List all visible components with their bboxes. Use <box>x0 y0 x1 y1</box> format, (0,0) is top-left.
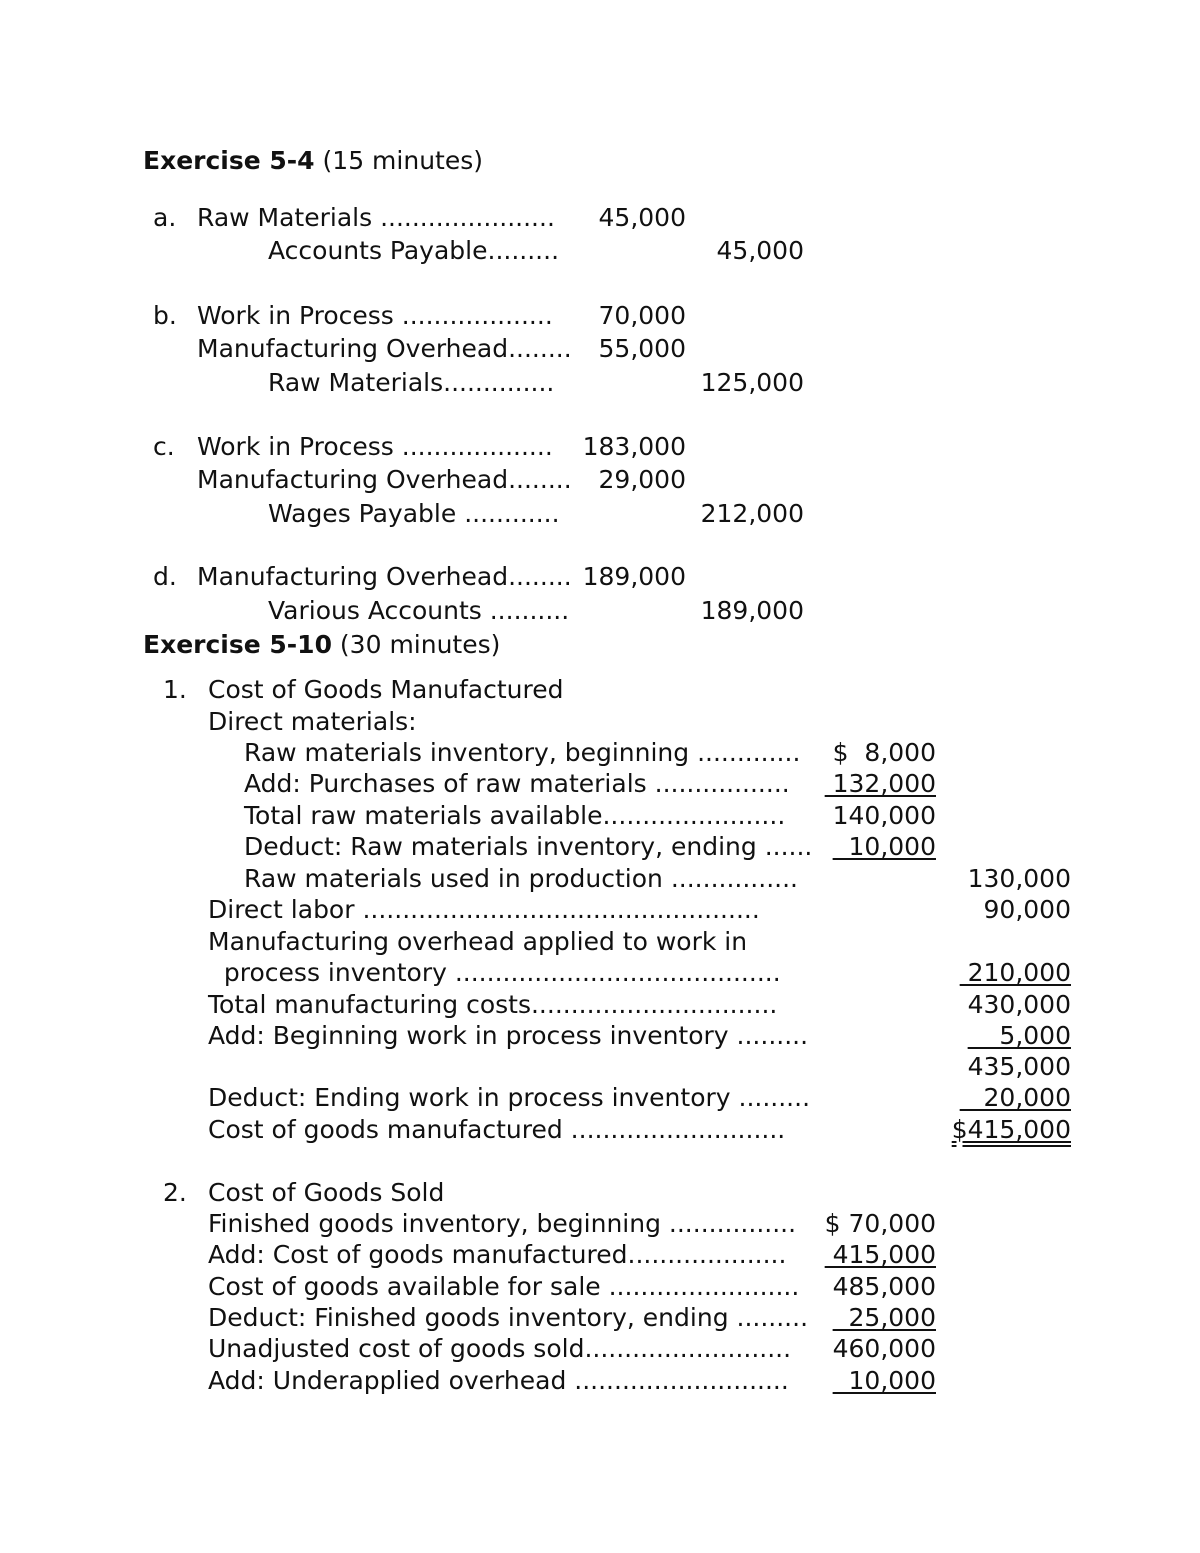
total-rm-amount: 140,000 <box>832 801 936 830</box>
end-wip-label: Deduct: Ending work in process inventory ......... <box>208 1083 811 1112</box>
rm-begin-amount: $ 8,000 <box>832 738 936 767</box>
exercise-5-10-duration: (30 minutes) <box>331 630 501 659</box>
entry-c-debit-account-2: Manufacturing Overhead........ <box>197 465 572 494</box>
exercise-5-4-duration: (15 minutes) <box>314 146 484 175</box>
entry-b-debit-amount-2: 55,000 <box>598 334 686 363</box>
subtotal-amount: 435,000 <box>967 1052 1071 1081</box>
fg-end-amount: 25,000 <box>832 1303 936 1332</box>
begin-wip-label: Add: Beginning work in process inventory ......... <box>208 1021 809 1050</box>
entry-a-credit-account: Accounts Payable......... <box>268 236 560 265</box>
entry-d-credit-amount: 189,000 <box>700 596 804 625</box>
exercise-5-4-title: Exercise 5-4 <box>143 146 315 175</box>
purchases-amount: 132,000 <box>824 769 936 798</box>
entry-b-debit-amount-1: 70,000 <box>598 301 686 330</box>
exercise-5-10-heading <box>143 630 500 660</box>
total-mfg-amount: 430,000 <box>967 990 1071 1019</box>
rm-used-label: Raw materials used in production ................ <box>244 864 798 893</box>
entry-b-credit-account: Raw Materials.............. <box>268 368 555 397</box>
entry-a-debit-amount: 45,000 <box>598 203 686 232</box>
entry-d-debit-account: Manufacturing Overhead........ <box>197 562 572 591</box>
total-mfg-label: Total manufacturing costs............................... <box>208 990 778 1019</box>
cogm-label: Cost of goods manufactured ........................... <box>208 1115 786 1144</box>
unadjusted-cogs-amount: 460,000 <box>832 1334 936 1363</box>
rm-end-amount: 10,000 <box>832 832 936 861</box>
entry-a-debit-account: Raw Materials ...................... <box>197 203 555 232</box>
part-2-number: 2. <box>163 1178 187 1207</box>
underapplied-label: Add: Underapplied overhead ........................... <box>208 1366 789 1395</box>
direct-materials-label: Direct materials: <box>208 707 417 736</box>
exercise-5-4-heading <box>143 146 483 176</box>
entry-c-debit-amount-2: 29,000 <box>598 465 686 494</box>
entry-a-credit-amount: 45,000 <box>716 236 804 265</box>
rm-used-amount: 130,000 <box>967 864 1071 893</box>
entry-b-debit-account-1: Work in Process ................... <box>197 301 553 330</box>
part-2-title: Cost of Goods Sold <box>208 1178 445 1207</box>
entry-c-letter: c. <box>153 432 175 461</box>
part-1-title: Cost of Goods Manufactured <box>208 675 564 704</box>
direct-labor-label: Direct labor .................................................. <box>208 895 760 924</box>
add-cogm-amount: 415,000 <box>824 1240 936 1269</box>
entry-d-letter: d. <box>153 562 177 591</box>
add-cogm-label: Add: Cost of goods manufactured.................... <box>208 1240 787 1269</box>
end-wip-amount: 20,000 <box>959 1083 1071 1112</box>
rm-begin-label: Raw materials inventory, beginning ............. <box>244 738 801 767</box>
entry-c-credit-amount: 212,000 <box>700 499 804 528</box>
entry-b-letter: b. <box>153 301 177 330</box>
moh-amount: 210,000 <box>959 958 1071 987</box>
entry-b-credit-amount: 125,000 <box>700 368 804 397</box>
begin-wip-amount: 5,000 <box>967 1021 1071 1050</box>
entry-c-debit-amount-1: 183,000 <box>582 432 686 461</box>
cogas-label: Cost of goods available for sale ........................ <box>208 1272 800 1301</box>
total-rm-label: Total raw materials available....................... <box>244 801 786 830</box>
fg-end-label: Deduct: Finished goods inventory, ending ......... <box>208 1303 809 1332</box>
entry-a-letter: a. <box>153 203 177 232</box>
fg-begin-label: Finished goods inventory, beginning ................ <box>208 1209 797 1238</box>
moh-label-line-2: process inventory ......................................... <box>208 958 781 987</box>
entry-d-credit-account: Various Accounts .......... <box>268 596 570 625</box>
direct-labor-amount: 90,000 <box>983 895 1071 924</box>
cogm-amount: $415,000 <box>951 1115 1071 1144</box>
underapplied-amount: 10,000 <box>832 1366 936 1395</box>
unadjusted-cogs-label: Unadjusted cost of goods sold.......................... <box>208 1334 792 1363</box>
part-1-number: 1. <box>163 675 187 704</box>
purchases-label: Add: Purchases of raw materials ................. <box>244 769 790 798</box>
entry-d-debit-amount: 189,000 <box>582 562 686 591</box>
entry-c-credit-account: Wages Payable ............ <box>268 499 560 528</box>
rm-end-label: Deduct: Raw materials inventory, ending ...... <box>244 832 813 861</box>
exercise-5-10-title: Exercise 5-10 <box>143 630 332 659</box>
cogas-amount: 485,000 <box>832 1272 936 1301</box>
fg-begin-amount: $ 70,000 <box>824 1209 936 1238</box>
entry-b-debit-account-2: Manufacturing Overhead........ <box>197 334 572 363</box>
moh-label-line-1: Manufacturing overhead applied to work in <box>208 927 748 956</box>
entry-c-debit-account-1: Work in Process ................... <box>197 432 553 461</box>
